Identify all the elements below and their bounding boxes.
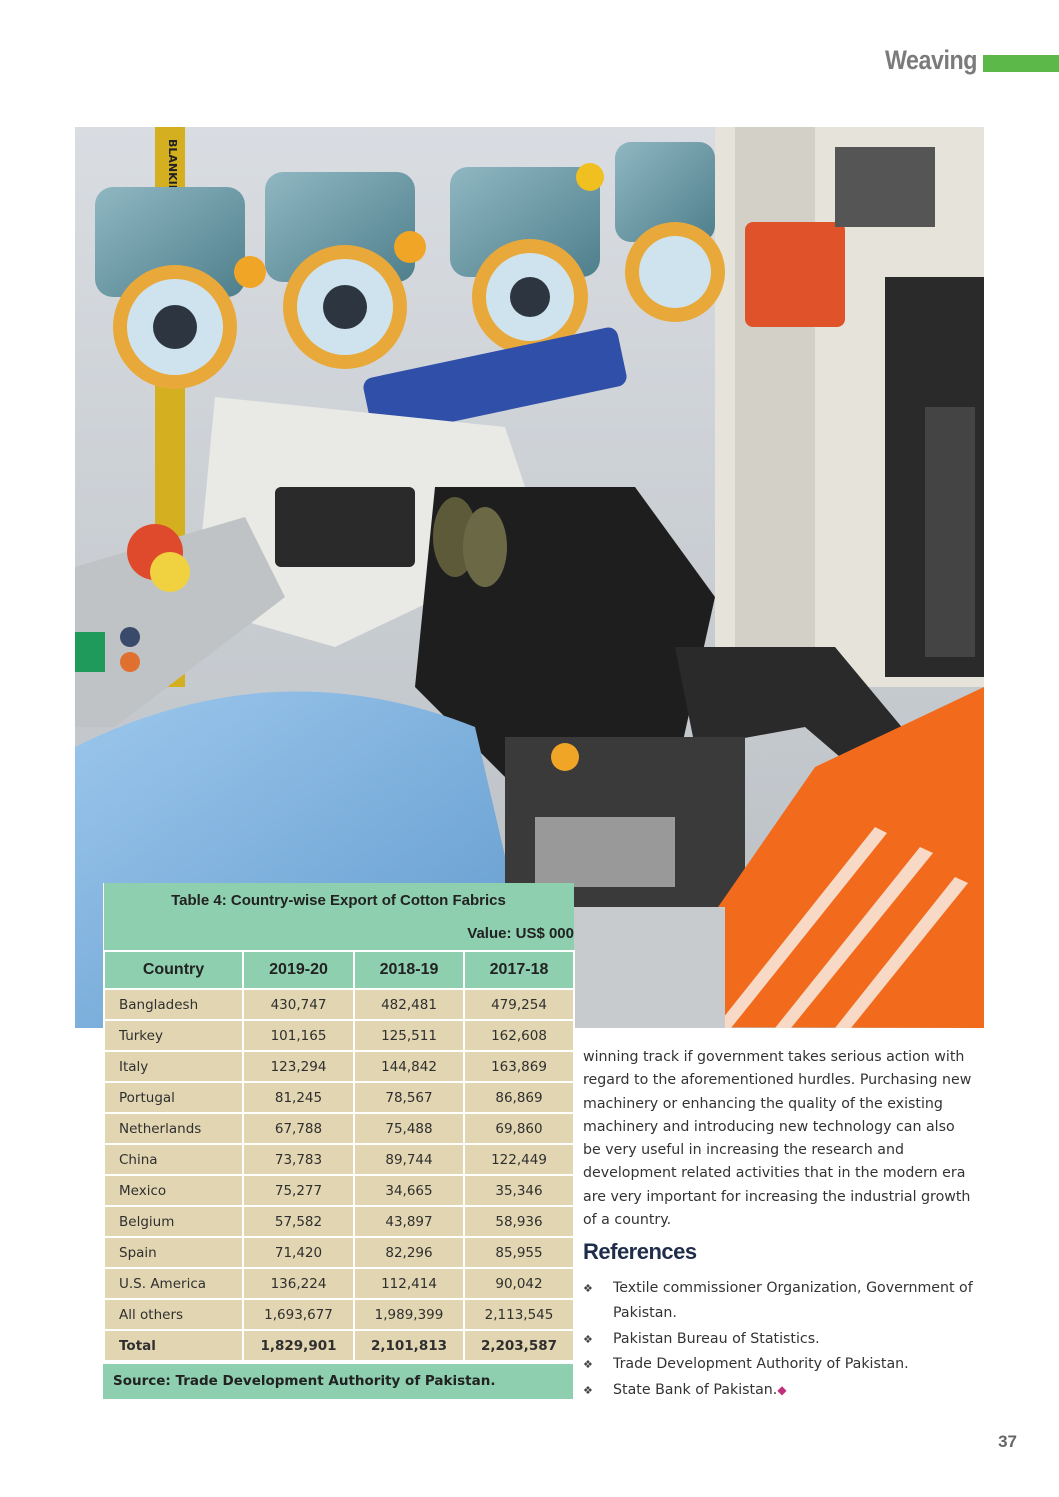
export-data-table <box>103 883 575 1362</box>
export-table <box>103 883 573 1399</box>
value-cell: 75,488 <box>354 1113 464 1144</box>
country-cell: Belgium <box>104 1206 243 1237</box>
value-cell: 34,665 <box>354 1175 464 1206</box>
value-cell: 1,989,399 <box>354 1299 464 1330</box>
table-row <box>104 989 574 1020</box>
table-header-row <box>104 951 574 989</box>
value-cell: 67,788 <box>243 1113 354 1144</box>
table-row <box>104 1237 574 1268</box>
value-cell: 122,449 <box>464 1144 574 1175</box>
value-cell: 43,897 <box>354 1206 464 1237</box>
country-cell: China <box>104 1144 243 1175</box>
table-row <box>104 1113 574 1144</box>
table-row <box>104 1206 574 1237</box>
country-cell: Spain <box>104 1237 243 1268</box>
column-header: 2018-19 <box>354 951 464 989</box>
table-title-row <box>104 883 574 916</box>
table-row <box>104 1268 574 1299</box>
reference-text: Textile commissioner Organization, Government of Pakistan. <box>613 1280 973 1322</box>
value-cell: 136,224 <box>243 1268 354 1299</box>
country-cell: Mexico <box>104 1175 243 1206</box>
table-row <box>104 1175 574 1206</box>
value-cell: 35,346 <box>464 1175 574 1206</box>
total-cell: 2,101,813 <box>354 1330 464 1361</box>
table-source: Source: Trade Development Authority of Pakistan. <box>103 1362 573 1399</box>
list-item <box>583 1276 983 1327</box>
section-header <box>870 42 1059 78</box>
bullet-icon: ❖ <box>583 1332 593 1346</box>
table-unit-row <box>104 916 574 951</box>
list-item <box>583 1352 983 1377</box>
total-cell: 1,829,901 <box>243 1330 354 1361</box>
value-cell: 75,277 <box>243 1175 354 1206</box>
country-cell: Italy <box>104 1051 243 1082</box>
end-diamond-icon: ◆ <box>777 1382 787 1397</box>
value-cell: 71,420 <box>243 1237 354 1268</box>
column-header: 2019-20 <box>243 951 354 989</box>
value-cell: 162,608 <box>464 1020 574 1051</box>
bullet-icon: ❖ <box>583 1282 593 1295</box>
value-cell: 57,582 <box>243 1206 354 1237</box>
value-cell: 479,254 <box>464 989 574 1020</box>
table-row <box>104 1082 574 1113</box>
page-number: 37 <box>998 1432 1017 1451</box>
value-cell: 1,693,677 <box>243 1299 354 1330</box>
value-cell: 2,113,545 <box>464 1299 574 1330</box>
table-unit: Value: US$ 000 <box>104 916 574 951</box>
table-row <box>104 1144 574 1175</box>
country-cell: Turkey <box>104 1020 243 1051</box>
table-body <box>104 989 574 1330</box>
value-cell: 78,567 <box>354 1082 464 1113</box>
value-cell: 163,869 <box>464 1051 574 1082</box>
bullet-icon: ❖ <box>583 1383 593 1397</box>
country-cell: U.S. America <box>104 1268 243 1299</box>
value-cell: 125,511 <box>354 1020 464 1051</box>
value-cell: 73,783 <box>243 1144 354 1175</box>
value-cell: 81,245 <box>243 1082 354 1113</box>
value-cell: 144,842 <box>354 1051 464 1082</box>
total-cell: 2,203,587 <box>464 1330 574 1361</box>
value-cell: 85,955 <box>464 1237 574 1268</box>
value-cell: 82,296 <box>354 1237 464 1268</box>
table-title: Table 4: Country-wise Export of Cotton Fabrics <box>104 883 574 916</box>
column-header: 2017-18 <box>464 951 574 989</box>
value-cell: 112,414 <box>354 1268 464 1299</box>
references-list <box>583 1276 983 1403</box>
bullet-icon: ❖ <box>583 1358 593 1372</box>
list-item <box>583 1327 983 1352</box>
country-cell: All others <box>104 1299 243 1330</box>
reference-text: Trade Development Authority of Pakistan. <box>613 1356 909 1373</box>
body-paragraph: winning track if government takes serious action with regard to the aforementioned hurdles. Purchasing new machinery or enhancing the quality of the existing machinery and introducing new technology can also be very useful in increasing the research and development related activities that in the modern era are very important for increasing the industrial growth of a country. <box>583 1049 972 1229</box>
table-row <box>104 1020 574 1051</box>
value-cell: 482,481 <box>354 989 464 1020</box>
value-cell: 101,165 <box>243 1020 354 1051</box>
value-cell: 58,936 <box>464 1206 574 1237</box>
table-total-row <box>104 1330 574 1361</box>
section-title: Weaving <box>884 44 977 75</box>
country-cell: Portugal <box>104 1082 243 1113</box>
column-header: Country <box>104 951 243 989</box>
reference-text: Pakistan Bureau of Statistics. <box>613 1330 820 1347</box>
country-cell: Netherlands <box>104 1113 243 1144</box>
value-cell: 86,869 <box>464 1082 574 1113</box>
table-row <box>104 1051 574 1082</box>
value-cell: 430,747 <box>243 989 354 1020</box>
table-row <box>104 1299 574 1330</box>
country-cell: Bangladesh <box>104 989 243 1020</box>
references-heading: References <box>583 1239 697 1264</box>
value-cell: 89,744 <box>354 1144 464 1175</box>
section-accent-bar <box>983 55 1059 72</box>
total-label: Total <box>104 1330 243 1361</box>
reference-text: State Bank of Pakistan. <box>613 1381 778 1398</box>
value-cell: 123,294 <box>243 1051 354 1082</box>
value-cell: 69,860 <box>464 1113 574 1144</box>
value-cell: 90,042 <box>464 1268 574 1299</box>
list-item <box>583 1378 983 1403</box>
